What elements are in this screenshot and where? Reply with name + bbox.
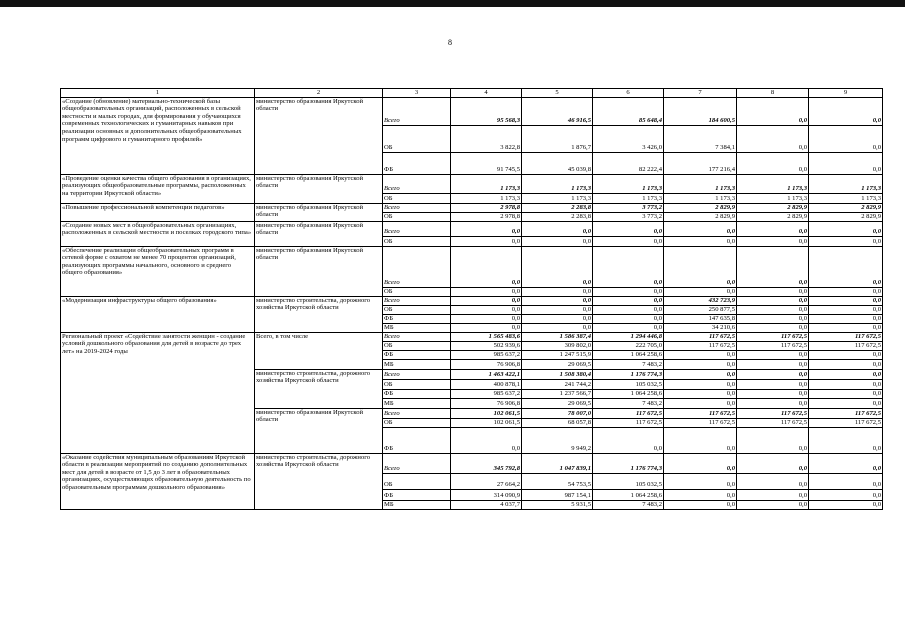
header-row [61,89,883,98]
funding-source-cell: ФБ [383,489,451,500]
executor-cell: министерство образования Иркутской области [255,408,383,453]
amount-cell: 7 483,2 [593,359,664,369]
amount-cell: 2 829,9 [664,203,737,212]
amount-cell: 117 672,5 [664,341,737,350]
amount-cell: 0,0 [809,427,883,453]
amount-cell: 0,0 [664,369,737,379]
amount-cell: 0,0 [809,379,883,389]
funding-source-cell: ОБ [383,418,451,427]
funding-source-cell: Всего [383,246,451,287]
amount-cell: 1 173,3 [737,174,809,193]
amount-cell: 0,0 [737,369,809,379]
funding-source-cell: ФБ [383,152,451,174]
amount-cell: 0,0 [593,287,664,296]
measure-name-cell: «Повышение профессиональной компетенции педагогов» [61,203,255,221]
funding-source-cell: Всего [383,332,451,341]
amount-cell: 3 822,8 [451,125,522,152]
amount-cell: 2 978,8 [451,212,522,221]
column-header: 1 [61,89,255,98]
amount-cell: 0,0 [809,389,883,398]
amount-cell: 985 637,2 [451,389,522,398]
amount-cell: 0,0 [522,221,593,236]
amount-cell: 1 173,3 [809,193,883,203]
amount-cell: 117 672,5 [593,408,664,418]
amount-cell: 0,0 [664,221,737,236]
amount-cell: 0,0 [737,296,809,305]
funding-source-cell: ФБ [383,427,451,453]
amount-cell: 1 173,3 [593,174,664,193]
amount-cell: 0,0 [737,379,809,389]
amount-cell: 0,0 [593,427,664,453]
funding-source-cell: МБ [383,359,451,369]
column-header: 6 [593,89,664,98]
amount-cell: 1 064 258,6 [593,350,664,359]
amount-cell: 3 773,2 [593,203,664,212]
amount-cell: 1 508 380,4 [522,369,593,379]
amount-cell: 432 723,9 [664,296,737,305]
amount-cell: 0,0 [737,314,809,323]
amount-cell: 0,0 [664,359,737,369]
amount-cell: 1 247 515,9 [522,350,593,359]
amount-cell: 0,0 [809,287,883,296]
amount-cell: 3 426,0 [593,125,664,152]
amount-cell: 3 773,2 [593,212,664,221]
amount-cell: 1 586 387,4 [522,332,593,341]
amount-cell: 0,0 [737,427,809,453]
amount-cell: 0,0 [664,350,737,359]
amount-cell: 0,0 [809,473,883,489]
amount-cell: 105 032,5 [593,473,664,489]
measure-name-cell: Региональный проект «Содействие занятости женщин - создание условий дошкольного образования для детей в возрасте до трех лет» на 2019-2024 годы [61,332,255,453]
amount-cell: 1 064 258,6 [593,389,664,398]
amount-cell: 314 090,9 [451,489,522,500]
amount-cell: 0,0 [809,296,883,305]
table-row [61,203,883,212]
amount-cell: 184 600,5 [664,97,737,125]
amount-cell: 0,0 [737,97,809,125]
table-row [61,453,883,473]
funding-source-cell: Всего [383,296,451,305]
amount-cell: 0,0 [809,369,883,379]
amount-cell: 117 672,5 [737,332,809,341]
funding-source-cell: ОБ [383,236,451,246]
amount-cell: 147 635,8 [664,314,737,323]
amount-cell: 0,0 [737,323,809,332]
amount-cell: 0,0 [664,427,737,453]
funding-source-cell: Всего [383,174,451,193]
amount-cell: 117 672,5 [809,341,883,350]
column-header: 8 [737,89,809,98]
amount-cell: 0,0 [664,246,737,287]
funding-source-cell: МБ [383,323,451,332]
amount-cell: 1 176 774,3 [593,453,664,473]
amount-cell: 117 672,5 [737,418,809,427]
amount-cell: 0,0 [451,305,522,314]
amount-cell: 2 829,9 [664,212,737,221]
amount-cell: 2 829,9 [809,212,883,221]
amount-cell: 0,0 [522,323,593,332]
amount-cell: 0,0 [593,221,664,236]
amount-cell: 0,0 [737,305,809,314]
amount-cell: 0,0 [451,296,522,305]
amount-cell: 0,0 [451,287,522,296]
amount-cell: 0,0 [737,236,809,246]
amount-cell: 985 637,2 [451,350,522,359]
amount-cell: 2 283,8 [522,203,593,212]
amount-cell: 0,0 [593,246,664,287]
amount-cell: 0,0 [451,314,522,323]
amount-cell: 0,0 [809,314,883,323]
amount-cell: 0,0 [522,236,593,246]
funding-source-cell: ОБ [383,287,451,296]
amount-cell: 0,0 [809,221,883,236]
column-header: 3 [383,89,451,98]
amount-cell: 1 237 566,7 [522,389,593,398]
amount-cell: 0,0 [809,350,883,359]
amount-cell: 117 672,5 [737,408,809,418]
amount-cell: 54 753,5 [522,473,593,489]
amount-cell: 117 672,5 [664,408,737,418]
amount-cell: 0,0 [809,500,883,509]
amount-cell: 309 802,0 [522,341,593,350]
amount-cell: 4 037,7 [451,500,522,509]
funding-source-cell: МБ [383,398,451,408]
amount-cell: 7 483,2 [593,500,664,509]
column-header: 5 [522,89,593,98]
amount-cell: 0,0 [451,246,522,287]
amount-cell: 0,0 [809,97,883,125]
amount-cell: 502 939,6 [451,341,522,350]
amount-cell: 27 664,2 [451,473,522,489]
amount-cell: 117 672,5 [664,332,737,341]
measure-name-cell: «Создание новых мест в общеобразовательных организациях, расположенных в сельской местности и поселках городского типа» [61,221,255,246]
executor-cell: министерство образования Иркутской области [255,203,383,221]
funding-source-cell: ОБ [383,125,451,152]
table-row [61,97,883,125]
amount-cell: 1 173,3 [737,193,809,203]
executor-cell: Всего, в том числе [255,332,383,369]
column-header: 9 [809,89,883,98]
amount-cell: 0,0 [522,287,593,296]
funding-source-cell: Всего [383,453,451,473]
amount-cell: 1 064 258,6 [593,489,664,500]
amount-cell: 76 906,8 [451,359,522,369]
amount-cell: 0,0 [664,398,737,408]
amount-cell: 0,0 [737,398,809,408]
amount-cell: 0,0 [522,305,593,314]
amount-cell: 241 744,2 [522,379,593,389]
table-row [61,296,883,305]
amount-cell: 2 283,8 [522,212,593,221]
amount-cell: 2 829,9 [809,203,883,212]
amount-cell: 0,0 [664,453,737,473]
amount-cell: 1 876,7 [522,125,593,152]
amount-cell: 0,0 [809,453,883,473]
amount-cell: 987 154,1 [522,489,593,500]
amount-cell: 0,0 [522,314,593,323]
amount-cell: 0,0 [737,125,809,152]
table-row [61,332,883,341]
amount-cell: 29 069,5 [522,359,593,369]
amount-cell: 0,0 [593,305,664,314]
amount-cell: 0,0 [737,152,809,174]
amount-cell: 1 173,3 [522,174,593,193]
amount-cell: 46 916,5 [522,97,593,125]
amount-cell: 117 672,5 [809,408,883,418]
amount-cell: 222 705,0 [593,341,664,350]
amount-cell: 0,0 [522,246,593,287]
amount-cell: 0,0 [809,489,883,500]
amount-cell: 0,0 [737,359,809,369]
amount-cell: 177 216,4 [664,152,737,174]
amount-cell: 0,0 [451,236,522,246]
amount-cell: 0,0 [809,152,883,174]
measure-name-cell: «Оказание содействия муниципальным образованиям Иркутской области в реализации мероприятий по созданию дополнительных мест для детей в возрасте от 1,5 до 3 лет в образовательных организациях, осуществляющих образовательную деятельность по образовательным программам дошкольного образования» [61,453,255,509]
amount-cell: 1 173,3 [809,174,883,193]
amount-cell: 117 672,5 [809,418,883,427]
table-row [61,174,883,193]
amount-cell: 0,0 [809,236,883,246]
amount-cell: 0,0 [664,389,737,398]
executor-cell: министерство образования Иркутской области [255,246,383,296]
amount-cell: 1 173,3 [664,174,737,193]
amount-cell: 0,0 [809,359,883,369]
amount-cell: 0,0 [737,473,809,489]
amount-cell: 0,0 [737,246,809,287]
amount-cell: 345 792,8 [451,453,522,473]
amount-cell: 0,0 [809,246,883,287]
amount-cell: 1 173,3 [664,193,737,203]
amount-cell: 0,0 [522,296,593,305]
amount-cell: 2 829,9 [737,212,809,221]
amount-cell: 117 672,5 [809,332,883,341]
amount-cell: 0,0 [664,379,737,389]
amount-cell: 117 672,5 [737,341,809,350]
funding-source-cell: ФБ [383,350,451,359]
executor-cell: министерство образования Иркутской области [255,97,383,174]
amount-cell: 9 949,2 [522,427,593,453]
amount-cell: 91 745,5 [451,152,522,174]
amount-cell: 68 057,8 [522,418,593,427]
amount-cell: 0,0 [451,323,522,332]
amount-cell: 0,0 [593,296,664,305]
funding-source-cell: Всего [383,408,451,418]
amount-cell: 0,0 [809,125,883,152]
amount-cell: 82 222,4 [593,152,664,174]
amount-cell: 95 568,3 [451,97,522,125]
amount-cell: 0,0 [664,236,737,246]
amount-cell: 0,0 [737,221,809,236]
amount-cell: 0,0 [737,500,809,509]
amount-cell: 1 463 422,1 [451,369,522,379]
amount-cell: 7 483,2 [593,398,664,408]
amount-cell: 0,0 [664,500,737,509]
amount-cell: 250 877,5 [664,305,737,314]
measure-name-cell: «Обеспечение реализации общеобразовательных программ в сетевой форме с охватом не менее 70 процентов организаций, реализующих программы начального, основного и среднего общего образования» [61,246,255,296]
amount-cell: 0,0 [737,453,809,473]
funding-source-cell: ОБ [383,341,451,350]
funding-source-cell: Всего [383,97,451,125]
measure-name-cell: «Модернизация инфраструктуры общего образования» [61,296,255,332]
amount-cell: 105 032,5 [593,379,664,389]
funding-source-cell: Всего [383,369,451,379]
amount-cell: 0,0 [737,489,809,500]
executor-cell: министерство образования Иркутской области [255,221,383,246]
amount-cell: 0,0 [593,236,664,246]
amount-cell: 0,0 [451,221,522,236]
column-header: 4 [451,89,522,98]
amount-cell: 1 173,3 [451,193,522,203]
budget-table [60,88,883,510]
amount-cell: 0,0 [737,350,809,359]
funding-source-cell: ФБ [383,314,451,323]
funding-source-cell: МБ [383,500,451,509]
funding-source-cell: ОБ [383,212,451,221]
amount-cell: 2 829,9 [737,203,809,212]
amount-cell: 400 878,1 [451,379,522,389]
amount-cell: 78 007,0 [522,408,593,418]
table-row [61,246,883,287]
amount-cell: 1 173,3 [451,174,522,193]
column-header: 2 [255,89,383,98]
measure-name-cell: «Создание (обновление) материально-технической базы общеобразовательных организаций, расположенных в сельской местности и малых городах, для формирования у обучающихся современных технологических и гуманитарных навыков при реализации основных и дополнительных общеобразовательных программ цифрового и гуманитарного профилей» [61,97,255,174]
page-number: 8 [448,38,452,47]
amount-cell: 1 565 483,6 [451,332,522,341]
amount-cell: 0,0 [664,489,737,500]
funding-source-cell: ОБ [383,473,451,489]
amount-cell: 117 672,5 [593,418,664,427]
amount-cell: 29 069,5 [522,398,593,408]
executor-cell: министерство строительства, дорожного хозяйства Иркутской области [255,296,383,332]
amount-cell: 5 931,5 [522,500,593,509]
table-row [61,221,883,236]
amount-cell: 76 906,8 [451,398,522,408]
funding-source-cell: ОБ [383,193,451,203]
amount-cell: 45 039,8 [522,152,593,174]
measure-name-cell: «Проведение оценки качества общего образования в организациях, реализующих общеобразовательные программы, расположенных на территории Иркутской области» [61,174,255,203]
amount-cell: 1 294 446,8 [593,332,664,341]
funding-source-cell: Всего [383,221,451,236]
amount-cell: 1 047 839,1 [522,453,593,473]
amount-cell: 0,0 [664,287,737,296]
amount-cell: 0,0 [451,427,522,453]
amount-cell: 0,0 [737,389,809,398]
amount-cell: 1 176 774,3 [593,369,664,379]
funding-source-cell: Всего [383,203,451,212]
funding-source-cell: ОБ [383,305,451,314]
funding-source-cell: ФБ [383,389,451,398]
top-border-bar [0,0,905,7]
amount-cell: 0,0 [809,305,883,314]
amount-cell: 0,0 [809,323,883,332]
executor-cell: министерство строительства, дорожного хозяйства Иркутской области [255,369,383,408]
executor-cell: министерство строительства, дорожного хозяйства Иркутской области [255,453,383,509]
column-header: 7 [664,89,737,98]
amount-cell: 0,0 [809,398,883,408]
funding-source-cell: ОБ [383,379,451,389]
amount-cell: 102 061,5 [451,418,522,427]
amount-cell: 7 384,1 [664,125,737,152]
amount-cell: 102 061,5 [451,408,522,418]
amount-cell: 0,0 [593,323,664,332]
amount-cell: 1 173,3 [522,193,593,203]
amount-cell: 2 978,8 [451,203,522,212]
amount-cell: 0,0 [664,473,737,489]
amount-cell: 85 648,4 [593,97,664,125]
amount-cell: 0,0 [593,314,664,323]
amount-cell: 0,0 [737,287,809,296]
amount-cell: 34 210,6 [664,323,737,332]
amount-cell: 117 672,5 [664,418,737,427]
amount-cell: 1 173,3 [593,193,664,203]
executor-cell: министерство образования Иркутской области [255,174,383,203]
